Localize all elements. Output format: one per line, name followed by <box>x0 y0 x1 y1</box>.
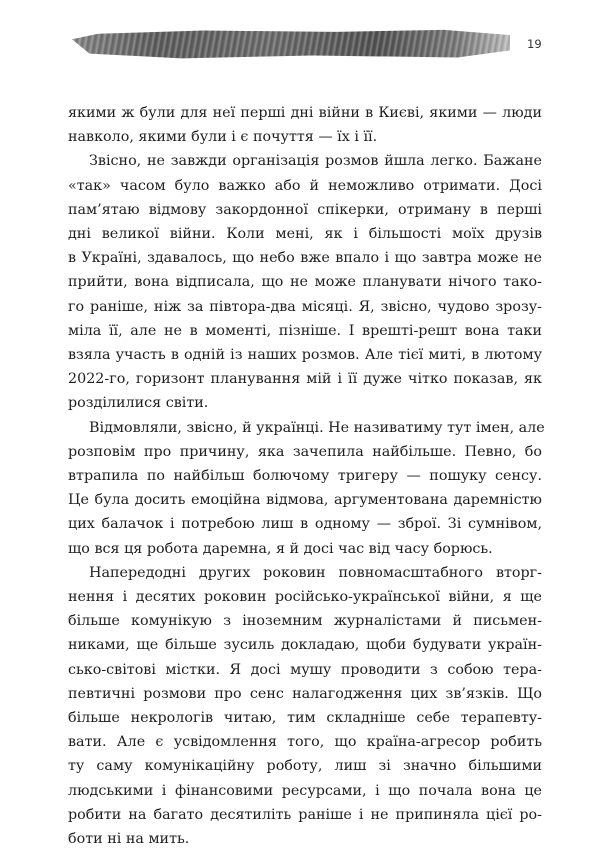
text-line: якими ж були для неї перші дні війни в Києві, якими — люди <box>68 105 542 121</box>
text-line: дні великої війни. Коли мені, як і більшості моїх друзів <box>68 226 542 243</box>
text-line: міла її, але не в моменті, пізніше. І врешті-решт вона таки <box>68 322 542 339</box>
text-line: 2022-го, горизонт планування мій і її дуже чітко показав, як <box>68 371 542 388</box>
text-line: вати. Але є усвідомлення того, що країна-агресор робить <box>68 734 542 751</box>
page-number: 19 <box>527 37 542 51</box>
text-line: робити на багато десятиліть раніше і не припиняла цієї ро- <box>68 806 542 823</box>
text-line: більше комунікую з іноземним журналістами й письмен- <box>68 613 542 630</box>
text-line: цих балачок і потребою лиш в одному — зброї. Зі сумнівом, <box>68 516 542 533</box>
text-line: Відмовляли, звісно, й українці. Не називатиму тут імен, але <box>89 419 545 436</box>
text-line: нення і десятих роковин російсько-української війни, я ще <box>68 589 542 606</box>
text-line: що вся ця робота даремна, я й досі час від часу борюсь. <box>68 540 493 557</box>
text-line: взяла участь в одній із наших розмов. Але тієї миті, в лютому <box>68 347 542 364</box>
text-line: розповім про причину, яка зачепила найбільше. Певно, бо <box>68 443 542 460</box>
body-text <box>68 101 545 851</box>
header-decorative-band <box>72 28 510 60</box>
text-line: прийти, вона відписала, що не може планувати нічого тако- <box>68 274 542 291</box>
paragraph <box>68 561 542 851</box>
paragraph <box>68 101 542 149</box>
text-line: пам’ятаю відмову закордонної спікерки, отриману в перші <box>68 201 542 218</box>
text-line: втрапила по найбільш болючому тригеру — пошуку сенсу. <box>68 468 542 485</box>
text-line: Це була досить емоційна відмова, аргументована даремністю <box>68 492 542 509</box>
text-line: боти ні на мить. <box>68 831 190 848</box>
text-line: «так» часом було важко або й неможливо отримати. Досі <box>68 177 542 194</box>
text-line: розділилися світи. <box>68 395 209 412</box>
text-line: сько-світові містки. Я досі мушу проводити з собою тера- <box>68 661 542 678</box>
text-line: го раніше, ніж за півтора-два місяці. Я, звісно, чудово зрозу- <box>68 298 542 315</box>
text-line: людськими і фінансовими ресурсами, і що почала вона це <box>68 782 542 799</box>
text-line: навколо, якими були і є почуття — їх і її. <box>68 129 378 146</box>
text-line: певтичні розмови про сенс налагодження цих зв’язків. Що <box>68 685 542 702</box>
text-line: Звісно, не завжди організація розмов йшла легко. Бажане <box>89 153 542 170</box>
paragraph <box>68 416 545 561</box>
text-line: никами, ще більше зусиль докладаю, щоби будувати україн- <box>68 637 542 654</box>
text-line: Напередодні других роковин повномасштабного вторг- <box>89 564 542 581</box>
text-line: ту саму комунікаційну роботу, лиш зі значно більшими <box>68 758 542 775</box>
text-line: в Україні, здавалось, що небо вже впало і що завтра може не <box>68 250 542 267</box>
text-line: більше некрологів читаю, тим складніше себе терапевту- <box>68 710 542 727</box>
paragraph <box>68 149 542 415</box>
